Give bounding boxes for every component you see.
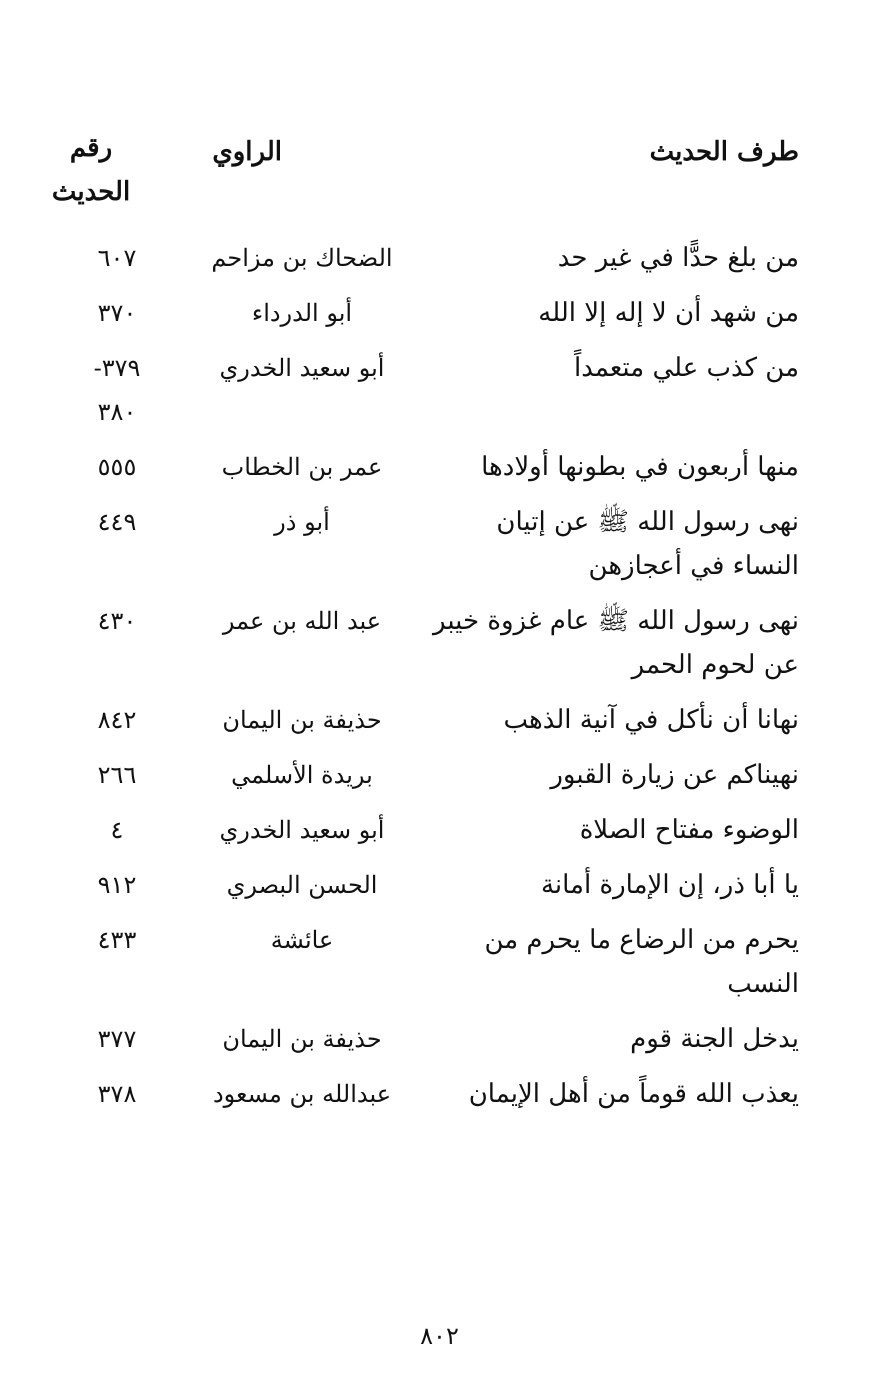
table-row <box>39 346 799 434</box>
narrator-cell: عبدالله بن مسعود <box>212 1080 392 1108</box>
number-cell: ٩١٢ <box>97 871 137 899</box>
number-cell: ٥٥٥ <box>97 453 137 481</box>
narrator-cell: أبو ذر <box>274 508 330 536</box>
hadith-cell: يحرم من الرضاع ما يحرم من النسب <box>484 925 799 999</box>
hadith-cell: منها أربعون في بطونها أولادها <box>481 452 799 482</box>
number-cell: ٨٤٢ <box>97 706 137 734</box>
table-row <box>39 753 799 797</box>
page-number: ٨٠٢ <box>420 1322 459 1350</box>
table-row <box>39 863 799 907</box>
number-cell: ٣٧٩- ٣٨٠ <box>93 354 141 426</box>
number-cell: ٤٣٠ <box>97 607 137 635</box>
hadith-cell: نهى رسول الله ﷺ عام غزوة خيبر عن لحوم الحمر <box>432 606 799 680</box>
table-row <box>39 445 799 489</box>
narrator-cell: حذيفة بن اليمان <box>222 1025 382 1053</box>
narrator-cell: الحسن البصري <box>226 871 378 899</box>
narrator-cell: أبو سعيد الخدري <box>219 816 385 844</box>
header-narrator: الراوي <box>212 137 282 167</box>
narrator-cell: عائشة <box>270 926 334 954</box>
hadith-cell: يا أبا ذر، إن الإمارة أمانة <box>540 870 799 900</box>
header-number: رقم الحديث <box>51 133 131 207</box>
number-cell: ٤٣٣ <box>97 926 137 954</box>
hadith-cell: يدخل الجنة قوم <box>630 1024 799 1054</box>
narrator-cell: أبو سعيد الخدري <box>219 354 385 382</box>
table-row <box>39 236 799 280</box>
number-cell: ٤ <box>110 816 124 844</box>
number-cell: ٣٧٠ <box>97 299 137 327</box>
number-cell: ٣٧٧ <box>97 1025 137 1053</box>
hadith-cell: الوضوء مفتاح الصلاة <box>579 815 799 845</box>
hadith-cell: نهيناكم عن زيارة القبور <box>550 760 799 790</box>
narrator-cell: حذيفة بن اليمان <box>222 706 382 734</box>
table-row <box>39 918 799 1006</box>
header-hadith: طرف الحديث <box>649 137 799 167</box>
table-row <box>39 808 799 852</box>
index-table <box>39 236 799 1127</box>
hadith-cell: نهى رسول الله ﷺ عن إتيان النساء في أعجازهن <box>496 507 799 581</box>
number-cell: ٣٧٨ <box>97 1080 137 1108</box>
hadith-cell: من شهد أن لا إله إلا الله <box>538 298 799 328</box>
table-row <box>39 599 799 687</box>
table-row <box>39 500 799 588</box>
hadith-cell: من بلغ حدًّا في غير حد <box>557 243 799 273</box>
hadith-cell: من كذب علي متعمداً <box>573 353 799 383</box>
table-row <box>39 698 799 742</box>
number-cell: ٦٠٧ <box>97 244 137 272</box>
table-row <box>39 1072 799 1116</box>
narrator-cell: عمر بن الخطاب <box>221 453 383 481</box>
hadith-cell: يعذب الله قوماً من أهل الإيمان <box>468 1079 799 1109</box>
narrator-cell: عبد الله بن عمر <box>222 607 382 635</box>
number-cell: ٤٤٩ <box>97 508 137 536</box>
narrator-cell: بريدة الأسلمي <box>231 761 373 789</box>
narrator-cell: الضحاك بن مزاحم <box>211 244 393 272</box>
narrator-cell: أبو الدرداء <box>251 299 353 327</box>
number-cell: ٢٦٦ <box>97 761 137 789</box>
hadith-cell: نهانا أن نأكل في آنية الذهب <box>503 705 799 735</box>
table-row <box>39 291 799 335</box>
table-row <box>39 1017 799 1061</box>
